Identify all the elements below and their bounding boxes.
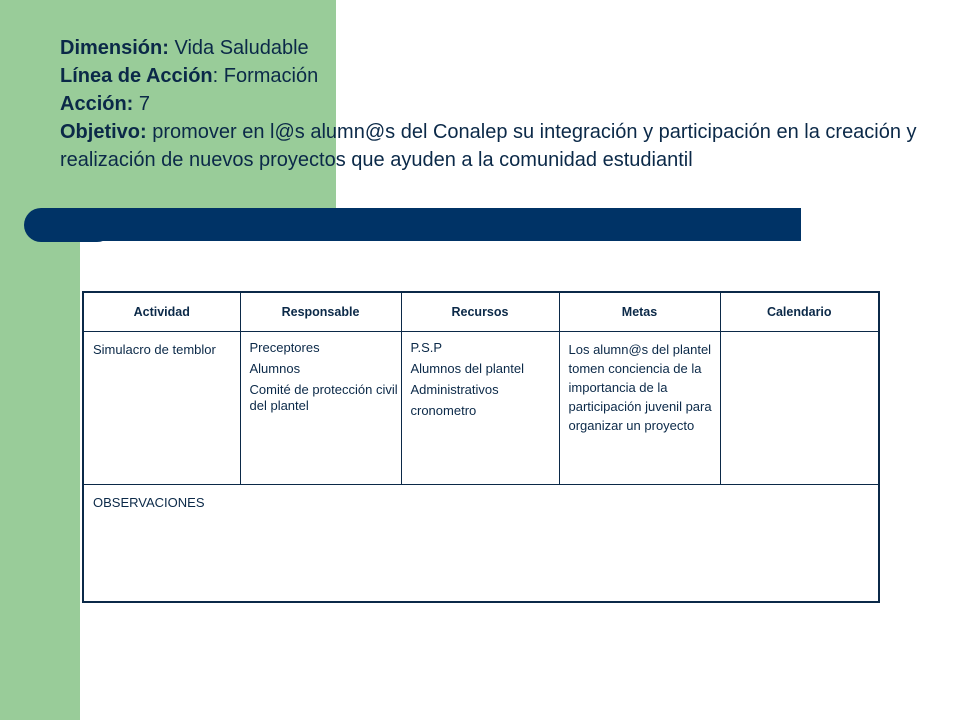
observations-label: OBSERVACIONES [93, 495, 205, 510]
resource-item: cronometro [410, 403, 477, 418]
dimension-value: Vida Saludable [168, 37, 309, 59]
action-line-line [60, 62, 940, 90]
goals-cell [559, 332, 720, 485]
dimension-line [60, 34, 940, 62]
column-header: Calendario [720, 292, 879, 332]
line-value: : Formación [212, 65, 319, 87]
line-label: Línea de Acción [60, 65, 213, 87]
activity-text: Simulacro de temblor [93, 342, 216, 357]
activity-cell [83, 332, 240, 485]
objective-value: promover en l@s alumn@s del Conalep su integración y participación en la creación y realización de nuevos proyectos que ayuden a la comunidad estudiantil [60, 121, 917, 171]
action-number-line [60, 90, 940, 118]
column-header: Metas [559, 292, 720, 332]
observations-cell [83, 485, 879, 603]
table-row [83, 332, 879, 485]
action-label: Acción: [60, 93, 134, 115]
observations-row [83, 485, 879, 603]
resource-item: P.S.P [410, 340, 443, 355]
slide-heading [60, 34, 940, 174]
column-header: Actividad [83, 292, 240, 332]
column-header: Recursos [401, 292, 559, 332]
objective-line [60, 118, 940, 174]
resource-item: Administrativos [410, 382, 499, 397]
action-value: 7 [133, 93, 151, 115]
column-header: Responsable [240, 292, 401, 332]
goals-text: Los alumn@s del plantel tomen conciencia de la importancia de la participación juvenil para organizar un proyecto [568, 342, 712, 433]
activity-table [82, 291, 880, 603]
dimension-label: Dimensión: [60, 37, 169, 59]
responsible-item: Alumnos [249, 361, 301, 376]
calendar-cell [720, 332, 879, 485]
resource-item: Alumnos del plantel [410, 361, 524, 376]
resources-cell [401, 332, 559, 485]
responsible-cell [240, 332, 401, 485]
responsible-item: Preceptores [249, 340, 320, 355]
navy-divider-bar [60, 208, 801, 241]
responsible-item: Comité de protección civil del plantel [249, 382, 398, 413]
table-header-row [83, 292, 879, 332]
objective-label: Objetivo: [60, 121, 147, 143]
